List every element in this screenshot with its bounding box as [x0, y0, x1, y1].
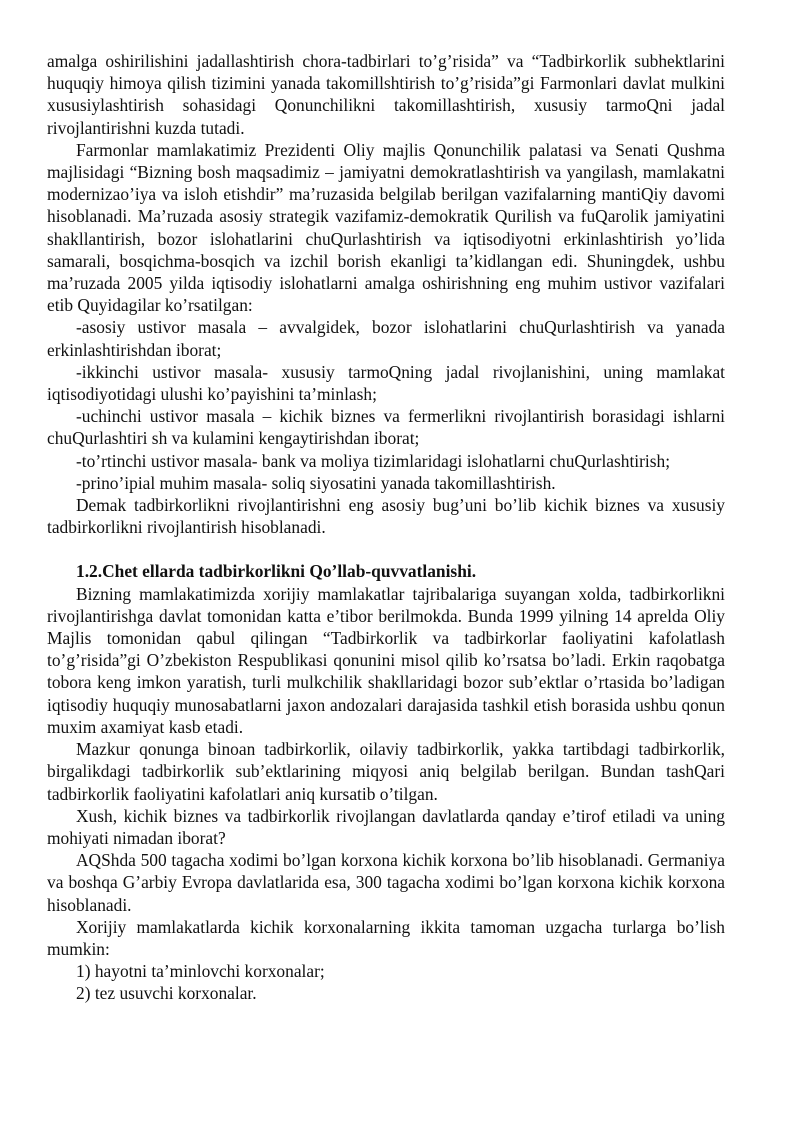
paragraph-subjects: Mazkur qonunga binoan tadbirkorlik, oilaviy tadbirkorlik, yakka tartibdagi tadbirkorlik, birgalikdagi tadbirkorlik sub’ektlarining miqyosi aniq belgilab berilgan. Bundan tashQari tadbirkorlik faoliyatini kafolatlari aniq kursatib o’tilgan.	[47, 739, 725, 804]
section-heading: 1.2.Chet ellarda tadbirkorlikni Qo’llab-quvvatlanishi.	[76, 561, 477, 582]
list-item-priority-2: -ikkinchi ustivor masala- xususiy tarmoQning jadal rivojlanishini, uning mamlakat iqtisodiyotidagi ulushi ko’payishini ta’minlash;	[47, 361, 725, 405]
list-item-type-2: 2) tez usuvchi korxonalar.	[76, 983, 257, 1004]
list-item-priority-5: -prino’ipial muhim masala- soliq siyosatini yanada takomillashtirish.	[76, 472, 556, 493]
list-item-priority-1: -asosiy ustivor masala – avvalgidek, bozor islohatlarini chuQurlashtirish va yanada erkinlashtirishdan iborat;	[47, 317, 725, 360]
paragraph-continuation: amalga oshirilishini jadallashtirish chora-tadbirlari to’g’risida” va “Tadbirkorlik subhektlarini huquqiy himoya qilish tizimini yanada takomillshtirish to’g’risida”gi Farmonlari davlat mulkini xususiylashtirish sohasidagi Qonunchilikni takomillashtirish, xususiy tarmoQni jadal rivojlantirishni kuzda tutadi.	[47, 51, 725, 138]
list-item-priority-3: -uchinchi ustivor masala – kichik biznes va fermerlikni rivojlantirish borasidagi ishlarni chuQurlashtiri sh va kulamini kengaytirishdan iborat;	[47, 406, 725, 449]
paragraph-conclusion: Demak tadbirkorlikni rivojlantirishni eng asosiy bug’uni bo’lib kichik biznes va xususiy tadbirkorlikni rivojlantirish hisoblanadi.	[47, 495, 725, 538]
paragraph-usa-germany: AQShda 500 tagacha xodimi bo’lgan korxona kichik korxona bo’lib hisoblanadi. Germaniya va boshqa G’arbiy Evropa davlatlarida esa, 300 tagacha xodimi bo’lgan korxona kichik korxona hisoblanadi.	[47, 850, 725, 915]
paragraph-question: Xush, kichik biznes va tadbirkorlik rivojlangan davlatlarda qanday e’tirof etiladi va uning mohiyati nimadan iborat?	[47, 805, 725, 848]
list-item-priority-4: -to’rtinchi ustivor masala- bank va moliya tizimlaridagi islohatlarni chuQurlashtirish;	[76, 450, 671, 471]
paragraph-types-intro: Xorijiy mamlakatlarda kichik korxonalarning ikkita tamoman uzgacha turlarga bo’lish mumkin:	[47, 916, 725, 959]
paragraph-farmonlar: Farmonlar mamlakatimiz Prezidenti Oliy majlis Qonunchilik palatasi va Senati Qushma majlisidagi “Bizning bosh maqsadimiz – jamiyatni demokratlashtirish va yangilash, mamlakatni modernizao’iya va isloh etishdir” ma’ruzasida belgilab berilgan vazifalarning mantiQiy davomi hisoblanadi. Ma’ruzada asosiy strategik vazifamiz-demokratik Qurilish va fuQarolik jamiyatini shakllantirish, bozor islohatlarini chuQurlashtirish va iqtisodiyotni erkinlashtirish yo’lida samarali, bosqichma-bosqich va izchil borish ekanligi ta’kidlangan edi. Shuningdek, ushbu ma’ruzada 2005 yilda iqtisodiy islohatlarni amalga oshirishning eng muhim ustivor vazifalari etib Quyidagilar ko’rsatilgan:	[47, 139, 725, 316]
list-item-type-1: 1) hayotni ta’minlovchi korxonalar;	[76, 961, 325, 982]
paragraph-law: Bizning mamlakatimizda xorijiy mamlakatlar tajribalariga suyangan xolda, tadbirkorlikni rivojlantirishga davlat tomonidan katta e’tibor berilmokda. Bunda 1999 yilning 14 aprelda Oliy Majlis tomonidan qabul qilingan “Tadbirkorlik va tadbirkorlar faoliyatini kafolatlash to’g’risida”gi O’zbekiston Respublikasi qonunini misol qilib ko’rsatsa bo’ladi. Erkin raqobatga tobora keng imkon yaratish, turli mulkchilik shakllaridagi bozor sub’ektlar o’rtasida bo’ladigan iqtisodiy huquqiy munosabatlarni jaxon andozalari darajasida tashkil etish borasida ushbu qonun muxim axamiyat kasb etadi.	[47, 583, 725, 737]
document-page	[47, 50, 725, 1005]
